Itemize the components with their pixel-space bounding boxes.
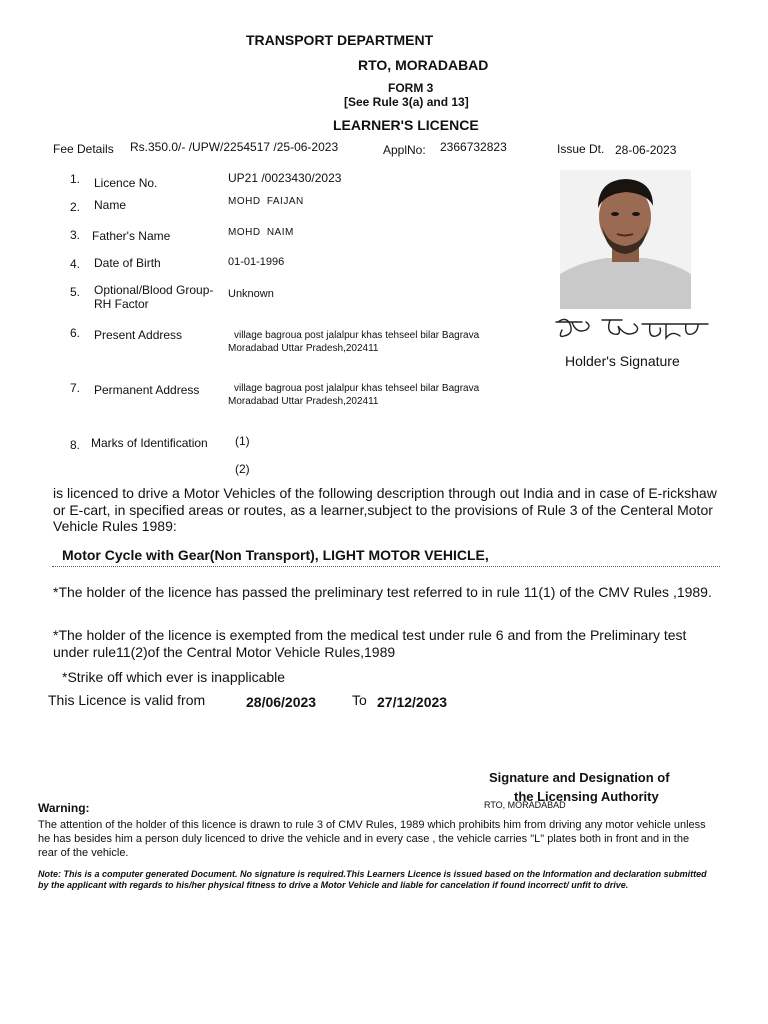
strike-off-note: *Strike off which ever is inapplicable xyxy=(62,669,286,685)
field-number: 7. xyxy=(70,381,81,395)
licence-description: is licenced to drive a Motor Vehicles of the following description through out India and in case of E-rickshaw or E-cart, in specified areas or routes, as a learner,subject to the provisions of Rule 3 of the Centeral Motor Vehicle Rules 1989: xyxy=(53,485,717,534)
department-heading: TRANSPORT DEPARTMENT xyxy=(246,32,434,48)
medical-exemption-note: *The holder of the licence is exempted from the medical test under rule 6 and from the Preliminary test under rule11(2)of the Central Motor Vehicle Rules,1989 xyxy=(53,627,687,660)
holder-name: MOHD FAIJAN xyxy=(228,196,304,207)
validity-to-label: To xyxy=(352,692,367,708)
blood-group: Unknown xyxy=(228,288,274,300)
form-rule: [See Rule 3(a) and 13] xyxy=(344,95,469,109)
valid-from-date: 28/06/2023 xyxy=(246,694,317,710)
warning-text: The attention of the holder of this licence is drawn to rule 3 of CMV Rules, 1989 which prohibits him from driving any motor vehicle unless he has besides him a person duly licenced to drive the vehicle and in every case , the vehicle carries "L" plates both in front and in the rear of the vehicle. xyxy=(38,819,706,859)
issue-date-label: Issue Dt. xyxy=(557,142,605,156)
field-number: 6. xyxy=(70,326,81,340)
licence-number: UP21 /0023430/2023 xyxy=(228,171,342,185)
field-number: 4. xyxy=(70,257,81,271)
validity-label: This Licence is valid from xyxy=(48,692,206,708)
name-label: Name xyxy=(94,198,127,212)
blood-group-label-line2: RH Factor xyxy=(94,297,149,311)
field-number: 5. xyxy=(70,285,81,299)
authority-signature-line2: the Licensing Authority xyxy=(514,789,659,804)
identification-mark-2: (2) xyxy=(235,462,250,476)
holder-signature xyxy=(552,312,714,352)
fee-value: Rs.350.0/- /UPW/2254517 /25-06-2023 xyxy=(130,140,339,154)
warning-label: Warning: xyxy=(38,801,90,815)
permanent-address-label: Permanent Address xyxy=(94,383,200,397)
identification-marks-label: Marks of Identification xyxy=(91,436,208,450)
field-number: 2. xyxy=(70,200,81,214)
vehicle-classes-underline xyxy=(52,566,720,567)
application-label: ApplNo: xyxy=(383,143,426,157)
holder-photo xyxy=(560,170,691,309)
licence-number-label: Licence No. xyxy=(94,176,158,190)
field-number: 3. xyxy=(70,228,81,242)
father-name-label: Father's Name xyxy=(92,229,171,243)
permanent-address-line1: village bagroua post jalalpur khas tehseel bilar Bagrava xyxy=(234,383,480,394)
issue-date: 28-06-2023 xyxy=(615,143,677,157)
permanent-address-line2: Moradabad Uttar Pradesh,202411 xyxy=(228,396,379,407)
valid-to-date: 27/12/2023 xyxy=(377,694,448,710)
application-number: 2366732823 xyxy=(440,140,507,154)
present-address-line1: village bagroua post jalalpur khas tehseel bilar Bagrava xyxy=(234,330,480,341)
authority-office: RTO, MORADABAD xyxy=(484,800,566,810)
father-name: MOHD NAIM xyxy=(228,227,294,238)
preliminary-test-note: *The holder of the licence has passed the preliminary test referred to in rule 11(1) of the CMV Rules ,1989. xyxy=(53,584,712,600)
field-number: 1. xyxy=(70,172,81,186)
holder-signature-label: Holder's Signature xyxy=(565,353,680,369)
present-address-label: Present Address xyxy=(94,328,183,342)
authority-signature-line1: Signature and Designation of xyxy=(489,770,670,785)
identification-mark-1: (1) xyxy=(235,434,250,448)
field-number: 8. xyxy=(70,438,81,452)
office-heading: RTO, MORADABAD xyxy=(358,57,489,73)
vehicle-classes: Motor Cycle with Gear(Non Transport), LIGHT MOTOR VEHICLE, xyxy=(62,547,489,563)
dob-label: Date of Birth xyxy=(94,256,161,270)
blood-group-label: Optional/Blood Group- xyxy=(94,283,214,297)
present-address-line2: Moradabad Uttar Pradesh,202411 xyxy=(228,343,379,354)
licence-title: LEARNER'S LICENCE xyxy=(333,117,479,133)
fee-label: Fee Details xyxy=(53,142,114,156)
form-number: FORM 3 xyxy=(388,81,434,95)
computer-generated-note: Note: This is a computer generated Document. No signature is required.This Learners Licence is issued based on the Information and declaration submitted by the applicant with regards to his/her physical fitness to drive a Motor Vehicle and liable for cancelation if found incorrect/ unfit to drive. xyxy=(38,869,707,890)
date-of-birth: 01-01-1996 xyxy=(228,256,285,268)
